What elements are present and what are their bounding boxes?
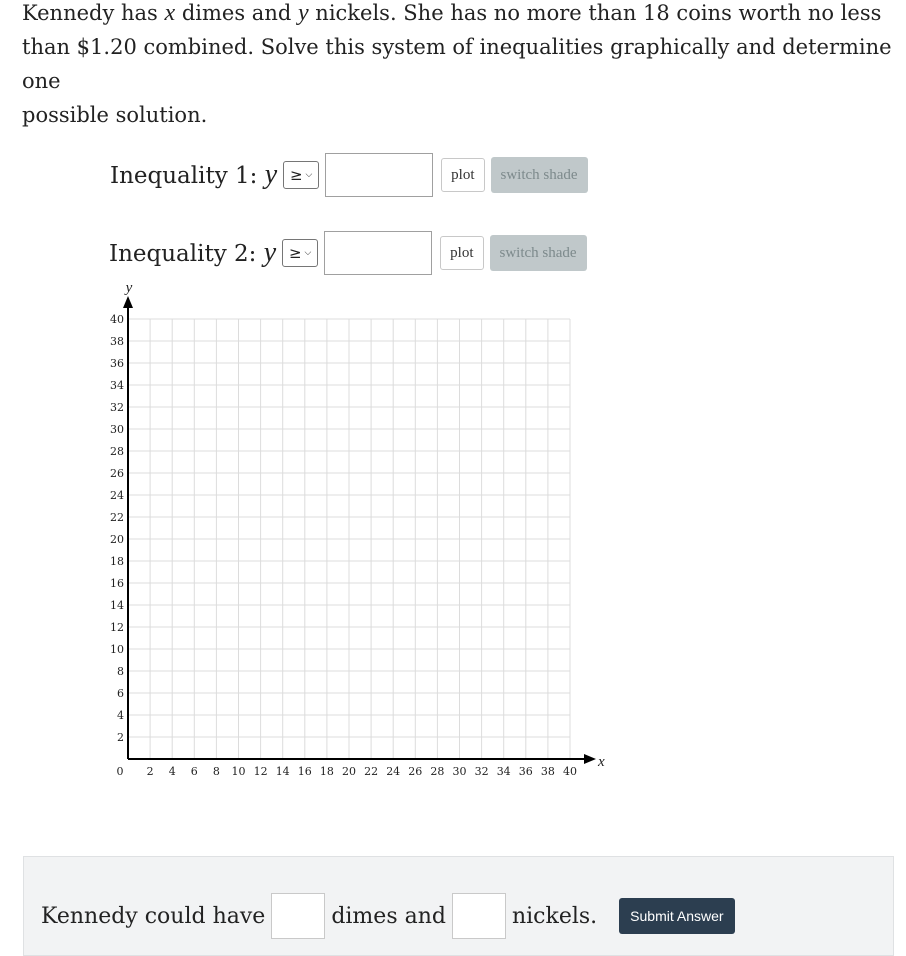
inequality-2-switch-shade-button[interactable]: switch shade (490, 235, 587, 271)
y-tick-label: 10 (110, 643, 124, 656)
y-tick-label: 20 (110, 533, 124, 546)
grid (128, 319, 570, 759)
inequality-2-var: y (263, 237, 277, 268)
x-tick-label: 30 (452, 765, 467, 778)
origin-label: 0 (116, 765, 124, 778)
question-part: Kennedy has (22, 1, 165, 25)
answer-prefix: Kennedy could have (41, 903, 266, 929)
x-tick-label: 24 (386, 765, 401, 778)
submit-answer-button[interactable]: Submit Answer (619, 898, 734, 934)
inequality-1-plot-button[interactable]: plot (441, 158, 484, 192)
y-axis-arrow-icon (123, 296, 133, 308)
y-tick-label: 22 (110, 511, 124, 524)
x-tick-label: 16 (297, 765, 312, 778)
x-axis-label: x (598, 754, 605, 770)
inequality-1-label-text: Inequality 1: (110, 163, 265, 189)
x-tick-label: 20 (342, 765, 356, 778)
y-tick-label: 2 (117, 731, 124, 744)
x-tick-label: 6 (190, 765, 198, 778)
y-tick-label: 30 (110, 423, 124, 436)
inequality-2-operator: ≥ (288, 244, 302, 262)
y-tick-label: 28 (110, 445, 124, 458)
answer-panel (23, 856, 894, 956)
x-tick-label: 38 (540, 765, 555, 778)
y-tick-label: 12 (110, 621, 124, 634)
x-tick-label: 32 (474, 765, 489, 778)
y-tick-label: 26 (110, 467, 124, 480)
y-tick-label: 24 (110, 489, 124, 502)
var-x: x (164, 0, 176, 26)
answer-suffix: nickels. (511, 903, 598, 929)
inequality-1-var: y (264, 159, 278, 190)
y-axis-label: y (125, 280, 133, 296)
x-tick-label: 2 (146, 765, 154, 778)
y-tick-label: 4 (117, 709, 124, 722)
y-tick-label: 16 (110, 577, 124, 590)
answer-line (41, 893, 735, 939)
y-tick-label: 40 (110, 313, 124, 326)
x-tick-label: 8 (212, 765, 220, 778)
question-line-3: possible solution. (22, 103, 208, 127)
tick-labels (110, 280, 605, 778)
x-tick-label: 26 (408, 765, 423, 778)
x-tick-label: 28 (430, 765, 445, 778)
chevron-down-icon: ⌵ (305, 170, 313, 180)
inequality-1-operator: ≥ (289, 166, 303, 184)
x-tick-label: 14 (275, 765, 290, 778)
x-tick-label: 40 (563, 765, 577, 778)
y-tick-label: 38 (110, 335, 124, 348)
x-tick-label: 10 (231, 765, 246, 778)
nickels-input[interactable] (452, 893, 506, 939)
question-line-2: than $1.20 combined. Solve this system of inequalities graphically and determine one (22, 35, 892, 93)
x-tick-label: 18 (319, 765, 334, 778)
y-tick-label: 8 (117, 665, 124, 678)
chevron-down-icon: ⌵ (304, 248, 312, 258)
x-tick-label: 36 (518, 765, 533, 778)
y-tick-label: 32 (110, 401, 124, 414)
inequality-1-switch-shade-button[interactable]: switch shade (491, 157, 588, 193)
dimes-input[interactable] (271, 893, 325, 939)
question-part: dimes and (175, 1, 298, 25)
y-tick-label: 18 (110, 555, 124, 568)
x-axis-arrow-icon (584, 754, 596, 764)
x-tick-label: 12 (253, 765, 268, 778)
y-tick-label: 14 (110, 599, 124, 612)
inequality-2-label-text: Inequality 2: (109, 241, 264, 267)
var-y: y (297, 0, 309, 26)
y-tick-label: 6 (117, 687, 124, 700)
x-tick-label: 34 (496, 765, 511, 778)
y-tick-label: 36 (110, 357, 124, 370)
y-tick-label: 34 (110, 379, 124, 392)
x-tick-label: 22 (364, 765, 379, 778)
answer-middle: dimes and (331, 903, 446, 929)
question-part: nickels. She has no more than 18 coins worth no less (308, 1, 882, 25)
inequality-2-plot-button[interactable]: plot (440, 236, 483, 270)
x-tick-label: 4 (168, 765, 176, 778)
